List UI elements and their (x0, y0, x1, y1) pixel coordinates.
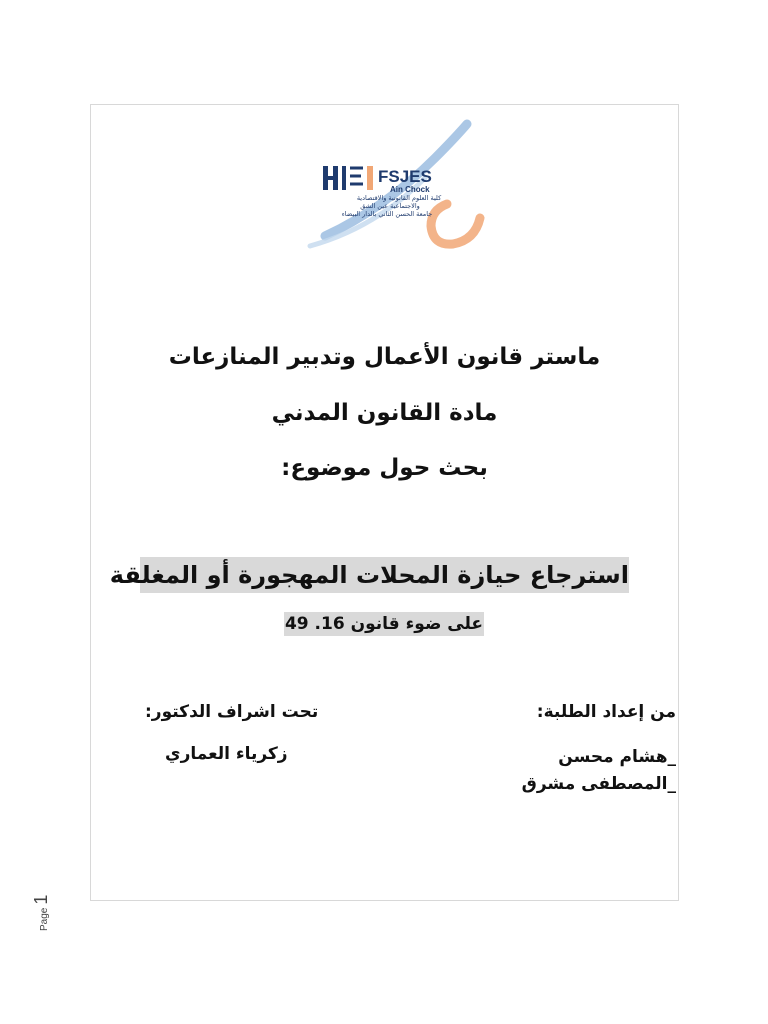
research-title: بحث حول موضوع: (281, 455, 488, 481)
student-name: _المصطفى مشرق (521, 774, 676, 794)
course-title: مادة القانون المدني (271, 400, 498, 426)
logo-arabic-line-2: والاجتماعية عين الشق (360, 202, 420, 210)
student-name: _هشام محسن (558, 747, 676, 767)
logo-brand: FSJES (378, 167, 432, 186)
master-title: ماستر قانون الأعمال وتدبير المنازعات (168, 344, 601, 370)
logo-arabic-line-1: كلية العلوم القانونية والاقتصادية (356, 194, 442, 202)
page-word: Page (39, 907, 50, 931)
prepared-by-label: من إعداد الطلبة: (536, 702, 676, 722)
supervision-label: تحت اشراف الدكتور: (145, 702, 319, 722)
supervisor-name: زكرياء العماري (165, 744, 288, 764)
students-list (522, 744, 676, 798)
page-number-label (31, 894, 71, 931)
logo-arabic-line-3: جامعة الحسن الثاني بالدار البيضاء (341, 210, 433, 218)
law-reference: على ضوء قانون 16. 49 (284, 614, 484, 634)
subject-heading: استرجاع حيازة المحلات المهجورة أو المغلقة (140, 557, 629, 593)
faculty-logo (275, 118, 490, 258)
logo-graphic (275, 118, 490, 258)
logo-sub: Ain Chock (390, 185, 430, 194)
page-number: 1 (31, 894, 51, 905)
